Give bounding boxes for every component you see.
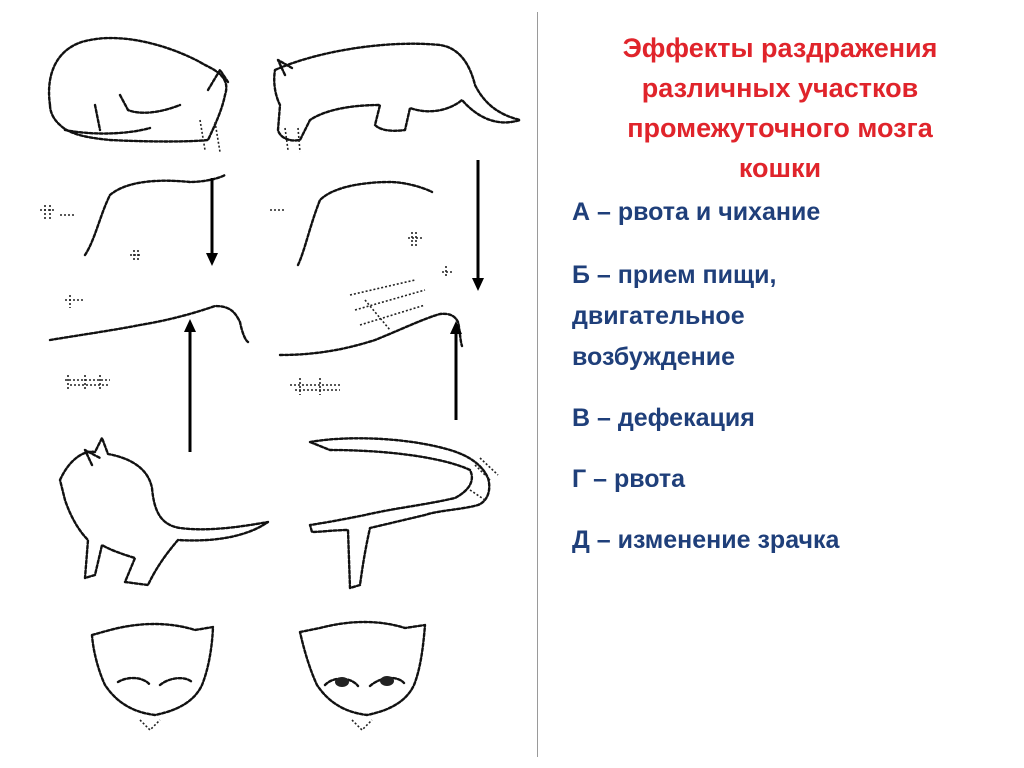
slide-title — [545, 28, 1015, 188]
effect-line: Д – изменение зрачка — [572, 526, 840, 554]
text-panel — [545, 28, 1015, 581]
cat-brain-stimulation-figure — [30, 10, 535, 760]
title-line: Эффекты раздражения — [622, 33, 938, 63]
trace-right-1 — [298, 182, 432, 265]
effect-item-g — [572, 459, 1015, 500]
effect-line: А – рвота и чихание — [572, 198, 821, 226]
cat-drawing-walking — [274, 44, 520, 152]
vertical-divider — [537, 12, 538, 757]
trace-left-1 — [85, 175, 225, 255]
cat-drawing-crouching — [49, 38, 228, 152]
cat-face-dilated-pupils — [300, 622, 425, 730]
effect-line: двигательное — [572, 302, 745, 330]
effect-line: возбуждение — [572, 343, 735, 371]
effect-line: Б – прием пищи, — [572, 261, 777, 289]
title-line: промежуточного мозга — [627, 113, 933, 143]
cat-drawing-defecating — [60, 438, 268, 585]
effect-line: Г – рвота — [572, 465, 686, 493]
effect-item-v — [572, 398, 1015, 439]
cat-face-constricted-pupils — [92, 624, 213, 730]
effect-item-a — [572, 192, 1015, 233]
title-line: различных участков — [641, 73, 919, 103]
effect-item-d — [572, 520, 1015, 561]
effects-list — [545, 192, 1015, 561]
trace-right-2 — [280, 314, 462, 355]
title-line: кошки — [738, 153, 822, 183]
effect-line: В – дефекация — [572, 404, 755, 432]
cat-drawing-vomiting — [310, 438, 498, 588]
trace-left-2 — [50, 306, 248, 342]
effect-item-b — [572, 255, 1015, 378]
